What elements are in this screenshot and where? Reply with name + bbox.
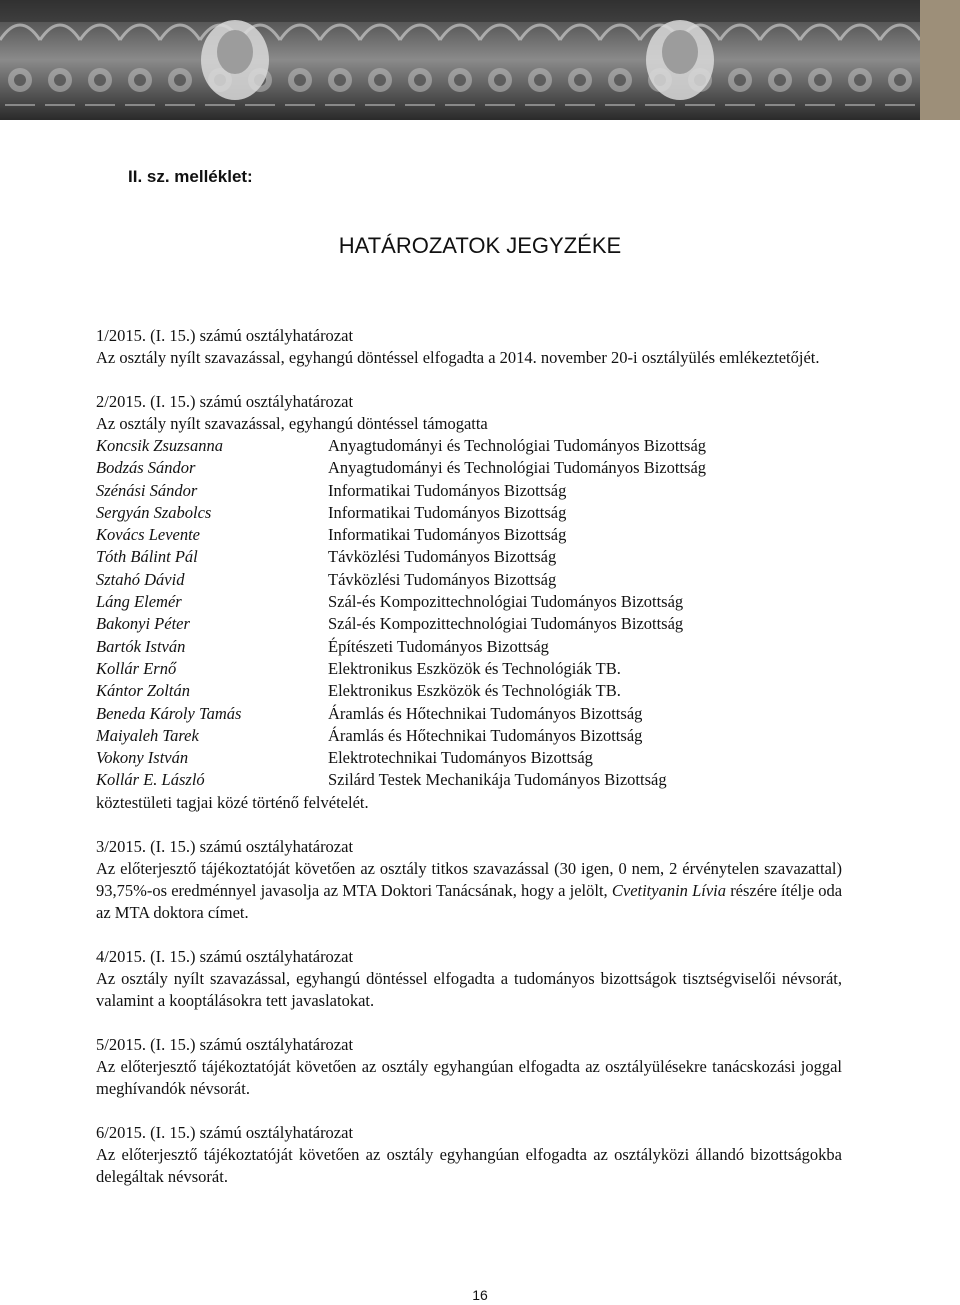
member-committee: Szál-és Kompozittechnológiai Tudományos Bizottság (328, 614, 684, 634)
member-row (96, 747, 842, 769)
resolution-text: Az osztály nyílt szavazással, egyhangú döntéssel elfogadta a tudományos bizottságok tisztségviselői névsorát, valamint a kooptálásokra tett javaslatokat. (96, 968, 842, 1010)
member-row (96, 725, 842, 747)
resolution-outro: köztestületi tagjai közé történő felvételét. (96, 792, 369, 812)
member-committee: Elektrotechnikai Tudományos Bizottság (328, 748, 593, 768)
member-name: Kollár Ernő (96, 658, 177, 678)
member-list (96, 435, 842, 792)
page-number: 16 (472, 1287, 488, 1303)
member-row (96, 480, 842, 502)
member-name: Kántor Zoltán (96, 681, 190, 701)
member-row (96, 769, 842, 791)
resolution-text: Az előterjesztő tájékoztatóját követően az osztály egyhangúan elfogadta az osztályközi állandó bizottságokba delegáltak névsorát. (96, 1144, 842, 1186)
member-name: Bodzás Sándor (96, 458, 196, 478)
resolution-text-before: Az előterjesztő tájékoztatóját követően az osztály titkos szavazással (30 igen, 0 nem, 2 érvénytelen szavazattal) 93,75%-os eredménnyel javasolja az MTA Doktori Tanácsának, hogy a jelölt, (96, 858, 842, 900)
member-row (96, 591, 842, 613)
member-name: Vokony István (96, 748, 189, 768)
member-committee: Anyagtudományi és Technológiai Tudományos Bizottság (328, 458, 707, 478)
member-row (96, 435, 842, 457)
member-committee: Elektronikus Eszközök és Technológiák TB. (328, 681, 621, 701)
header-banner-ornament (0, 0, 960, 120)
member-committee: Távközlési Tudományos Bizottság (328, 569, 557, 589)
resolution-heading: 6/2015. (I. 15.) számú osztályhatározat (96, 1122, 354, 1142)
resolution-text: Az előterjesztő tájékoztatóját követően az osztály egyhangúan elfogadta az osztályülésekre tanácskozási joggal meghívandók névsorát. (96, 1056, 842, 1098)
resolution-2 (96, 391, 842, 814)
resolution-5 (96, 1034, 842, 1100)
member-name: Bartók István (96, 636, 186, 656)
resolution-heading: 1/2015. (I. 15.) számú osztályhatározat (96, 326, 354, 345)
member-committee: Szál-és Kompozittechnológiai Tudományos Bizottság (328, 592, 684, 612)
member-committee: Anyagtudományi és Technológiai Tudományos Bizottság (328, 436, 707, 455)
member-name: Szénási Sándor (96, 480, 198, 500)
member-name: Bakonyi Péter (96, 614, 190, 634)
member-row (96, 524, 842, 546)
member-committee: Szilárd Testek Mechanikája Tudományos Bizottság (328, 770, 667, 790)
member-name: Maiyaleh Tarek (96, 725, 199, 745)
resolution-6 (96, 1122, 842, 1188)
member-row (96, 613, 842, 635)
document-body (96, 325, 842, 1188)
member-committee: Távközlési Tudományos Bizottság (328, 547, 557, 567)
member-committee: Áramlás és Hőtechnikai Tudományos Bizottság (328, 703, 643, 723)
candidate-name: Cvetityanin Lívia (611, 880, 727, 900)
member-row (96, 658, 842, 680)
resolution-1 (96, 325, 842, 369)
member-committee: Informatikai Tudományos Bizottság (328, 480, 567, 500)
resolution-heading: 4/2015. (I. 15.) számú osztályhatározat (96, 946, 354, 966)
member-committee: Áramlás és Hőtechnikai Tudományos Bizottság (328, 725, 643, 745)
member-row (96, 569, 842, 591)
member-row (96, 703, 842, 725)
member-committee: Elektronikus Eszközök és Technológiák TB. (328, 658, 621, 678)
member-name: Sergyán Szabolcs (96, 502, 212, 522)
resolution-heading: 3/2015. (I. 15.) számú osztályhatározat (96, 836, 354, 856)
member-committee: Informatikai Tudományos Bizottság (328, 525, 567, 545)
member-row (96, 636, 842, 658)
member-committee: Építészeti Tudományos Bizottság (328, 636, 549, 656)
resolution-intro: Az osztály nyílt szavazással, egyhangú döntéssel támogatta (96, 414, 488, 433)
member-row (96, 680, 842, 702)
member-name: Beneda Károly Tamás (96, 703, 242, 723)
resolution-heading: 5/2015. (I. 15.) számú osztályhatározat (96, 1034, 354, 1054)
resolution-text-after: részére ítélje oda az MTA doktora címet. (96, 880, 843, 922)
member-row (96, 457, 842, 479)
resolution-text: Az osztály nyílt szavazással, egyhangú döntéssel elfogadta a 2014. november 20-i osztályülés emlékeztetőjét. (96, 348, 820, 367)
document-title: HATÁROZATOK JEGYZÉKE (338, 233, 622, 258)
resolution-4 (96, 946, 842, 1012)
ornamental-frieze-image (0, 0, 960, 120)
annex-label: II. sz. melléklet: (128, 167, 253, 186)
member-name: Láng Elemér (96, 592, 182, 612)
member-row (96, 546, 842, 568)
resolution-heading: 2/2015. (I. 15.) számú osztályhatározat (96, 392, 354, 411)
member-name: Koncsik Zsuzsanna (96, 436, 223, 455)
member-name: Tóth Bálint Pál (96, 547, 198, 567)
member-committee: Informatikai Tudományos Bizottság (328, 502, 567, 522)
member-name: Kollár E. László (96, 770, 205, 790)
member-row (96, 502, 842, 524)
member-name: Kovács Levente (96, 525, 201, 545)
member-name: Sztahó Dávid (96, 569, 185, 589)
resolution-text (96, 858, 842, 924)
resolution-3 (96, 836, 842, 924)
